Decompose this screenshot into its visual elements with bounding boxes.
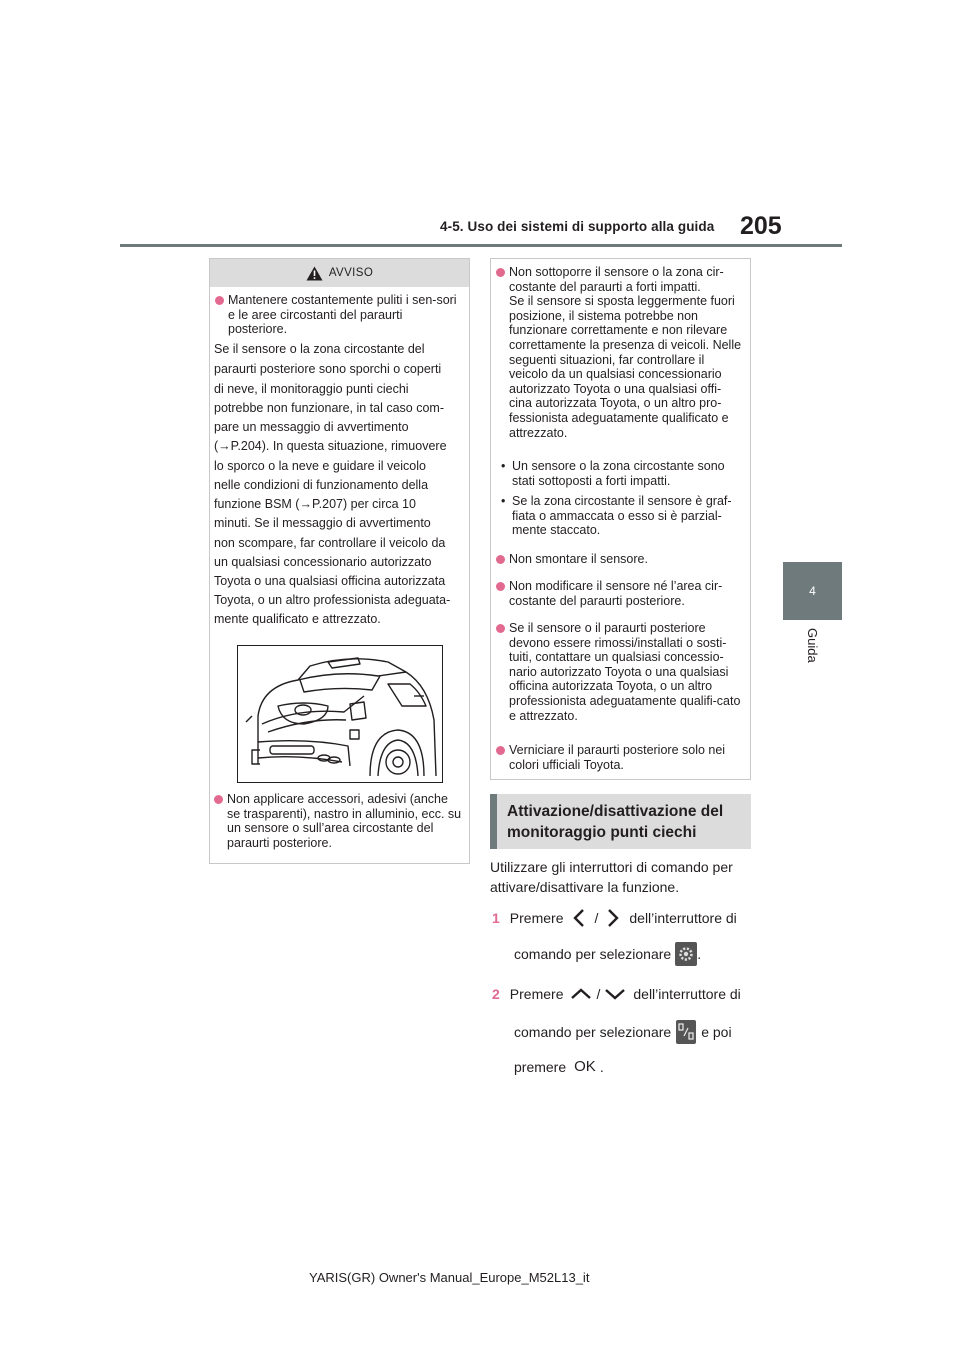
caution-sub-1-text: Un sensore o la zona circostante sono stati sottoposti a forti impatti. (512, 459, 725, 488)
step-2-text-d: e poi (701, 1024, 732, 1040)
warning-bullet-2 (214, 792, 462, 850)
caution-sub-1 (501, 459, 743, 488)
step-2-slash: / (596, 986, 601, 1002)
bullet-dot (496, 624, 505, 633)
caution-sub-2-text: Se la zona circostante il sensore è graf-fiata o ammaccata o esso si è parzial-mente staccato. (512, 494, 732, 538)
header-rule (120, 244, 842, 247)
chevron-left-icon (569, 907, 591, 929)
caution-bullet-2 (496, 552, 744, 567)
step-1-line-2 (514, 942, 701, 966)
bullet-dot (214, 795, 223, 804)
step-2-period: . (599, 1058, 604, 1075)
caution-sub-2 (501, 494, 743, 538)
step-1-slash: / (594, 910, 599, 926)
warning-paragraph-line: un qualsiasi concessionario autorizzato (214, 555, 432, 569)
bullet-dot (215, 296, 224, 305)
caution-bullet-4 (496, 621, 744, 723)
warning-paragraph-line: Toyota, o un altro professionista adeguata- (214, 593, 451, 607)
caution-bullet-3 (496, 579, 744, 608)
step-1-text-b: dell’interruttore di (629, 910, 737, 926)
step-2-line-3 (514, 1058, 604, 1075)
caution-bullet-3-text: Non modificare il sensore né l’area cir-costante del paraurti posteriore. (509, 579, 723, 608)
warning-title: AVVISO (328, 267, 374, 279)
warning-paragraph-line: non scompare, far controllare il veicolo da (214, 536, 446, 550)
step-2-number: 2 (492, 986, 500, 1002)
warning-paragraph-line: paraurti posteriore sono sporchi o coperti (214, 362, 442, 376)
caution-bullet-1 (496, 265, 744, 440)
caution-bullet-1-cont: Se il sensore si sposta leggermente fuori posizione, il sistema potrebbe non funzionare correttamente e non rilevare correttamente la presenza di veicoli. Nelle seguenti situazioni, far controllare il veicolo da un qualsiasi concessionario autorizzato Toyota o una qualsiasi offi-cina autorizzata Toyota, o un altro pro-fessionista adeguatamente qualificato e attrezzato. (509, 294, 742, 440)
section-heading (490, 794, 751, 849)
warning-paragraph-line: mente qualificato e attrezzato. (214, 612, 381, 626)
warning-paragraph-line: Se il sensore o la zona circostante del (214, 342, 425, 356)
step-2-text-a: Premere (509, 986, 564, 1002)
car-rear-illustration (237, 645, 443, 783)
caution-bullet-5 (496, 743, 744, 772)
chevron-right-icon (601, 907, 623, 929)
caution-box-continued (490, 258, 751, 780)
warning-paragraph-line: minuti. Se il messaggio di avvertimento (214, 516, 431, 530)
chapter-tab: 4 (783, 562, 842, 620)
chapter-label: Guida (805, 627, 820, 663)
caution-bullet-5-text: Verniciare il paraurti posteriore solo nei colori ufficiali Toyota. (509, 743, 726, 772)
gear-settings-icon (675, 942, 697, 966)
caution-bullet-4-text: Se il sensore o il paraurti posteriore devono essere rimossi/installati o sosti-tuiti, contattare un qualsiasi concessio-nario autorizzato Toyota o una qualsiasi officina autorizzata Toyota, o un altro professionista adeguatamente qualifi-cato e attrezzato. (509, 621, 741, 723)
bsm-toggle-icon (676, 1020, 696, 1044)
step-1-number: 1 (492, 910, 500, 926)
step-1-text-c: comando per selezionare (514, 946, 672, 962)
ok-button-glyph: OK (574, 1058, 596, 1075)
warning-paragraph-line: pare un messaggio di avvertimento (214, 420, 409, 434)
warning-paragraph-line: nelle condizioni di funzionamento della (214, 478, 429, 492)
warning-triangle-icon (306, 266, 323, 281)
warning-bullet-2-text: Non applicare accessori, adesivi (anche se trasparenti), nastro in alluminio, ecc. su un sensore o sull’area circostante del paraurti posteriore. (227, 792, 462, 850)
warning-header (210, 259, 469, 287)
step-2-text-c: comando per selezionare (514, 1024, 672, 1040)
sub-mark: • (501, 459, 506, 473)
bullet-dot (496, 746, 505, 755)
warning-bullet-1-text: Mantenere costantemente puliti i sen-sori e le aree circostanti del paraurti posteriore. (228, 293, 457, 337)
step-1-period: . (697, 946, 702, 962)
step-2-text-b: dell’interruttore di (633, 986, 741, 1002)
bullet-dot (496, 582, 505, 591)
warning-paragraph-line: (→P.204). In questa situazione, rimuovere (214, 439, 447, 453)
warning-bullet-1 (215, 293, 463, 337)
car-rear-drawing (238, 646, 441, 781)
warning-paragraph-line: Toyota o una qualsiasi officina autorizzata (214, 574, 446, 588)
page-number: 205 (740, 212, 782, 240)
step-2-line-2 (514, 1020, 732, 1044)
caution-bullet-2-text: Non smontare il sensore. (509, 552, 648, 566)
step-1-text-a: Premere (509, 910, 564, 926)
warning-paragraph-line: di neve, il monitoraggio punti ciechi (214, 382, 409, 396)
step-2-line-1 (492, 985, 741, 1003)
section-title: 4-5. Uso dei sistemi di supporto alla guida (440, 219, 715, 234)
warning-paragraph-line: funzione BSM (→P.207) per circa 10 (214, 497, 416, 511)
intro-line-1: Utilizzare gli interruttori di comando per (490, 859, 733, 875)
warning-paragraph-line: potrebbe non funzionare, in tal caso com- (214, 401, 444, 415)
section-title-line-2: monitoraggio punti ciechi (507, 824, 697, 841)
sub-mark: • (501, 494, 506, 508)
footer-manual-id: YARIS(GR) Owner's Manual_Europe_M52L13_it (309, 1270, 590, 1285)
bullet-dot (496, 268, 505, 277)
step-2-text-e: premere (514, 1058, 567, 1075)
chevron-down-icon (603, 985, 627, 1003)
chevron-up-icon (569, 985, 593, 1003)
warning-paragraph-line: lo sporco o la neve e guidare il veicolo (214, 459, 426, 473)
bullet-dot (496, 555, 505, 564)
caution-bullet-1-text: Non sottoporre il sensore o la zona cir-costante del paraurti a forti impatti. (509, 265, 724, 294)
section-title-line-1: Attivazione/disattivazione del (507, 803, 724, 820)
intro-line-2: attivare/disattivare la funzione. (490, 879, 680, 895)
step-1-line-1 (492, 907, 737, 929)
